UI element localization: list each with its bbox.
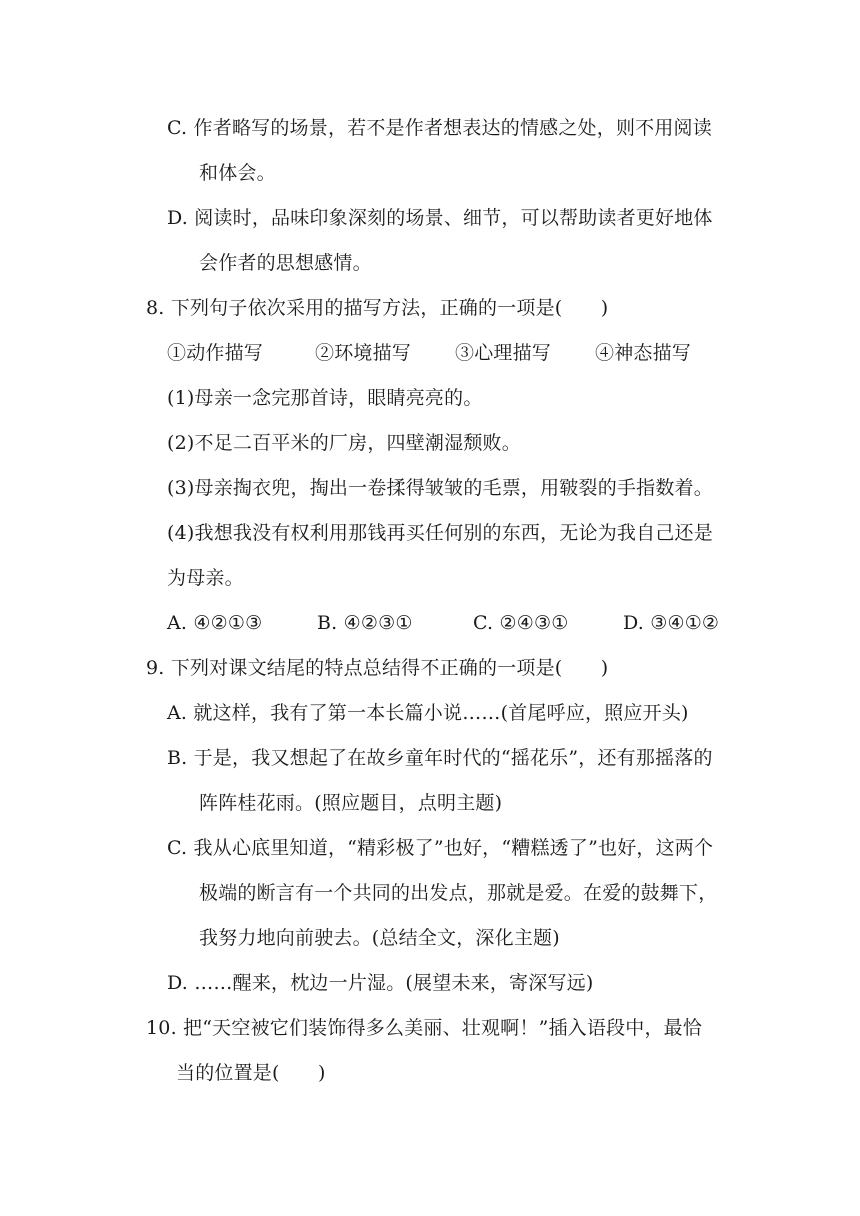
q8-option-d: D. ③④①② (623, 612, 720, 634)
q9-option-c-line1: C. 我从心底里知道，“精彩极了”也好，“糟糕透了”也好，这两个 (167, 837, 714, 859)
q9-option-a: A. 就这样，我有了第一本长篇小说……(首尾呼应，照应开头) (167, 702, 689, 724)
q8-methods (167, 341, 691, 365)
q8-sentence-3: (3)母亲掏衣兜，掏出一卷揉得皱皱的毛票，用皲裂的手指数着。 (167, 477, 713, 499)
q8-option-c: C. ②④③① (473, 612, 569, 634)
q7-option-c-line1: C. 作者略写的场景，若不是作者想表达的情感之处，则不用阅读 (167, 117, 712, 139)
q8-sentence-1: (1)母亲一念完那首诗，眼睛亮亮的。 (167, 387, 483, 409)
q9-option-b-line1: B. 于是，我又想起了在故乡童年时代的“摇花乐”，还有那摇落的 (167, 747, 713, 769)
q7-option-d-line1: D. 阅读时，品味印象深刻的场景、细节，可以帮助读者更好地体 (167, 207, 713, 229)
q8-options (167, 611, 719, 635)
q9-option-d: D. ……醒来，枕边一片湿。(展望未来，寄深写远) (167, 972, 594, 994)
q10-stem-line2: 当的位置是( ) (176, 1062, 326, 1084)
q9-stem: 9. 下列对课文结尾的特点总结得不正确的一项是( ) (146, 657, 609, 679)
q7-option-d-line2: 会作者的思想感情。 (199, 252, 372, 274)
q8-method-4: ④神态描写 (595, 342, 692, 364)
q8-sentence-4-line1: (4)我想我没有权利用那钱再买任何别的东西，无论为我自己还是 (167, 522, 713, 544)
q8-sentence-2: (2)不足二百平米的厂房，四壁潮湿颓败。 (167, 432, 521, 454)
q9-option-b-line2: 阵阵桂花雨。(照应题目，点明主题) (199, 792, 503, 814)
q8-method-1: ①动作描写 (167, 342, 264, 364)
q8-method-2: ②环境描写 (315, 342, 412, 364)
q8-sentence-4-line2: 为母亲。 (167, 567, 244, 589)
q8-option-a: A. ④②①③ (167, 612, 263, 634)
q8-option-b: B. ④②③① (317, 612, 413, 634)
q8-stem: 8. 下列句子依次采用的描写方法，正确的一项是( ) (146, 297, 609, 319)
q9-option-c-line3: 我努力地向前驶去。(总结全文，深化主题) (199, 927, 560, 949)
q8-method-3: ③心理描写 (455, 342, 552, 364)
q7-option-c-line2: 和体会。 (199, 162, 276, 184)
q10-stem-line1: 10. 把“天空被它们装饰得多么美丽、壮观啊！”插入语段中，最恰 (146, 1017, 703, 1039)
q9-option-c-line2: 极端的断言有一个共同的出发点，那就是爱。在爱的鼓舞下， (199, 882, 718, 904)
